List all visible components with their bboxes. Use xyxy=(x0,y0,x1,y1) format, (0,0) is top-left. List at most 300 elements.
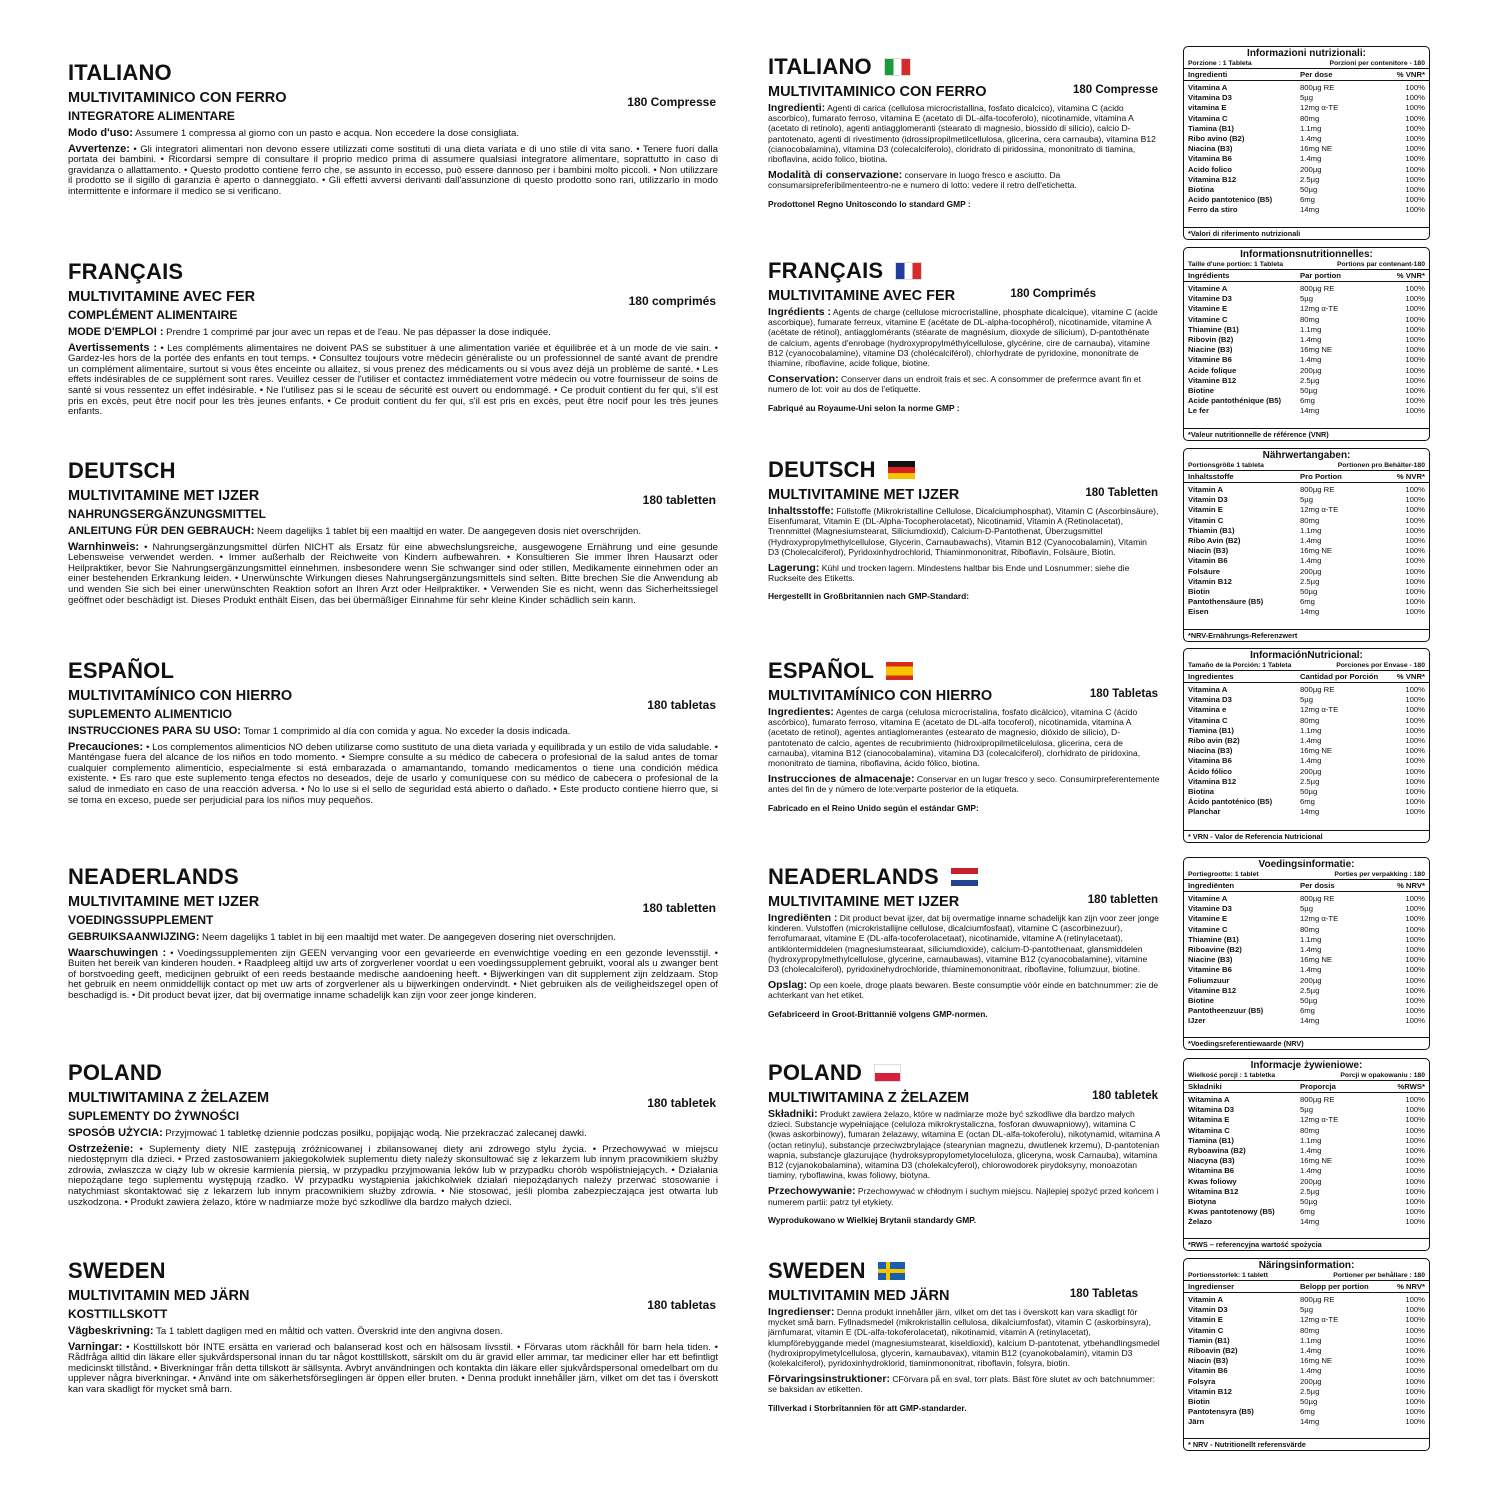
nutrient-percent: 100% xyxy=(1405,746,1425,756)
nutrient-percent: 100% xyxy=(1405,807,1425,817)
header-dose: Pro Portion xyxy=(1300,472,1342,481)
nutrient-amount: 5µg xyxy=(1300,695,1313,705)
quantity-label: 180 Tabletas xyxy=(1089,688,1158,700)
nutrient-amount: 12mg α-TE xyxy=(1300,103,1339,113)
table-row xyxy=(1184,567,1429,577)
nutrient-amount: 800µg RE xyxy=(1300,685,1335,694)
serving-info xyxy=(1184,462,1429,471)
nutrient-name: Vitamina C xyxy=(1188,715,1228,725)
nutrient-name: Żelazo xyxy=(1188,1217,1212,1227)
nutrient-amount: 200µg xyxy=(1300,1376,1322,1386)
table-row xyxy=(1184,914,1429,924)
header-ingredient: Składniki xyxy=(1188,1082,1222,1091)
storage-text: Modalità di conservazione: conservare in luogo fresco e asciutto. Da consumarsipreferibilmenteentro-ne e numero di lotto: vedere il retro dell'etichetta. xyxy=(768,169,1077,191)
header-percent: %RWS* xyxy=(1397,1082,1425,1091)
header-dose: Belopp per portion xyxy=(1300,1282,1369,1291)
nutrient-amount: 14mg xyxy=(1300,205,1320,215)
nutrition-table-sweden xyxy=(1183,1258,1430,1451)
nutrient-amount: 14mg xyxy=(1300,1417,1320,1427)
nutrient-percent: 100% xyxy=(1405,1207,1425,1217)
product-type: SUPLEMENTO ALIMENTICIO xyxy=(68,707,233,721)
gmp-statement: Gefabriceerd in Groot-Brittannië volgens GMP-normen. xyxy=(768,1008,988,1019)
nutrient-name: Vitamin B12 xyxy=(1188,576,1232,586)
quantity-label: 180 tabletten xyxy=(642,493,716,507)
nutrient-name: Witamina E xyxy=(1188,1115,1230,1125)
nutrient-percent: 100% xyxy=(1405,1397,1425,1407)
nutrient-amount: 1.4mg xyxy=(1300,154,1322,164)
lang-heading: ITALIANO xyxy=(768,54,872,79)
table-row xyxy=(1184,546,1429,556)
table-row xyxy=(1184,1093,1429,1105)
nutrient-amount: 1.1mg xyxy=(1300,525,1322,535)
nutrient-name: Niacyna (B3) xyxy=(1188,1156,1235,1166)
nutrient-amount: 50µg xyxy=(1300,1197,1318,1207)
header-ingredient: Inhaltsstoffe xyxy=(1188,472,1234,481)
nutrient-percent: 100% xyxy=(1405,195,1425,205)
nutrient-name: Vitamine B12 xyxy=(1188,375,1237,385)
nutrient-percent: 100% xyxy=(1405,934,1425,944)
table-footnote: *Valeur nutritionnelle de référence (VNR) xyxy=(1184,428,1429,440)
ingredients-text: Ingrédients : Agents de charge (cellulose microcristalline, phosphate dicalcique), vitamine C (acide ascorbique), fumarate ferreux, vitamine E (acétate de DL-alpha-tocophérol), nicotinamide, vitamine A (acétate de rétinol), antiagglomérants (stéarate de magnésium, dioxyde de silicium), D-pantothénate de calcium, agents d'enrobage (hydroxypropylméthylcellulose, glycérine, cire de carnauba), vitamine B12 (cyanocobalamine), vitamine D3 (cholécalciférol), chlorhydrate de pyridoxine, mononitrate de thiamine, riboflavine, acide folique, biotine. xyxy=(768,306,1158,369)
netherlands-flag-icon xyxy=(951,868,978,886)
sweden-ingredients xyxy=(768,1258,1160,1443)
ingredients-text: Ingredientes: Agentes de carga (celulosa microcristalina, fosfato dicálcico), vitamina C (ácido ascórbico), fumarato ferroso, vitamina E (acetato de DL-alfa tocoferol), nicotinamida, vitamina A (acetato de retinol), agentes antiaglomerantes (estearato de magnesio, dióxido de silicio), D-pantotenato de calcio, agentes de recubrimiento (hidroxipropilmetilcelulosa, glicerina, cera de carnauba), vitamina B12 (cianocobalamina), vitamina D3 (colecalciferol), clorhidrato de piridoxina, mononitrato de tiamina, riboflavina, ácido fólico, biotina. xyxy=(768,706,1141,769)
nutrient-name: Vitamine A xyxy=(1188,894,1228,903)
table-row xyxy=(1184,526,1429,536)
nutrient-amount: 2.5µg xyxy=(1300,174,1320,184)
nutrient-name: IJzer xyxy=(1188,1016,1206,1026)
storage-text: Lagerung: Kühl und trocken lagern. Mindestens haltbar bis Ende und Losnummer: siehe die Ruckseite des Etiketts. xyxy=(768,562,1130,584)
nutrient-name: Ácido fólico xyxy=(1188,766,1232,776)
table-row xyxy=(1184,81,1429,93)
product-name: MULTIVITAMIN MED JÄRN xyxy=(768,1288,950,1304)
table-header xyxy=(1184,1081,1429,1093)
nutrient-name: Vitamine B12 xyxy=(1188,985,1237,995)
sweden-section xyxy=(68,1258,718,1418)
nutrient-amount: 16mg NE xyxy=(1300,144,1333,154)
servings-per-container: Portions par contenant-180 xyxy=(1337,261,1425,268)
table-row xyxy=(1184,1417,1429,1427)
nutrient-percent: 100% xyxy=(1405,1105,1425,1115)
usage-label: SPOSÓB UŻYCIA: xyxy=(68,1127,163,1139)
table-row xyxy=(1184,1346,1429,1356)
nutrient-percent: 100% xyxy=(1405,965,1425,975)
nutrient-name: Ribo Avin (B2) xyxy=(1188,536,1241,546)
usage-text: Modo d'uso: Assumere 1 compressa al giorno con un pasto e acqua. Non eccedere la dose consigliata. xyxy=(68,127,520,139)
nutrient-name: Vitamina C xyxy=(1188,113,1228,123)
nutrient-name: Witamina B12 xyxy=(1188,1186,1239,1196)
nutrition-title: Voedingsinformatie: xyxy=(1258,859,1355,870)
nutrient-name: Thiamin (B1) xyxy=(1188,525,1235,535)
table-row xyxy=(1184,93,1429,103)
nutrient-amount: 800µg RE xyxy=(1300,485,1335,494)
table-row xyxy=(1184,1197,1429,1207)
servings-per-container: Portioner per behållare : 180 xyxy=(1333,1272,1425,1279)
nutrient-name: Vitamine D3 xyxy=(1188,294,1232,304)
nutrient-amount: 5µg xyxy=(1300,294,1313,304)
table-row xyxy=(1184,556,1429,566)
nutrient-percent: 100% xyxy=(1405,284,1425,293)
warnings-label: Avvertenze: xyxy=(68,142,130,155)
product-name: MULTIVITAMINE MET IJZER xyxy=(68,488,260,504)
nutrition-title: Nährwertangaben: xyxy=(1262,450,1351,461)
nutrient-name: Pantothensäure (B5) xyxy=(1188,597,1264,607)
nutrient-name: Vitamin A xyxy=(1188,485,1224,494)
poland-section xyxy=(68,1060,718,1245)
warnings-label: Avertissements : xyxy=(68,341,157,354)
nutrient-amount: 1.1mg xyxy=(1300,1135,1322,1145)
nutrient-percent: 100% xyxy=(1405,294,1425,304)
warnings-text: Varningar: • Kosttillskott bör INTE ersätta en varierad och balanserad kost och en hälsosam livsstil. • Förvaras utom räckhåll för barn hela tiden. • Rådfråga alltid din läkare eller sjukvårdspersonal innan du tar något kosttillskott, särskilt om du är gravid eller ammar, tar mediciner eller har ett befintligt medicinskt tillstånd. • Biverkningar från detta tillskott är sällsynta. Avbryt användningen och kontakta din läkare eller sjukvårdspersonal omedelbart om du upplever några biverkningar. • Använd inte om säkerhetsförseglingen är öppen eller bruten. • Denna produkt innehåller järn, vilket om det tas i överskott kan vara skadligt för mycket små barn. xyxy=(68,1340,718,1395)
usage-text: ANLEITUNG FÜR DEN GEBRAUCH: Neem dagelijks 1 tablet bij een maaltijd en water. De aangegeven dosis niet overschrijden. xyxy=(68,525,642,537)
nutrient-percent: 100% xyxy=(1405,396,1425,406)
nutrient-percent: 100% xyxy=(1405,525,1425,535)
nutrient-amount: 5µg xyxy=(1300,904,1313,914)
usage-text: SPOSÓB UŻYCIA: Przyjmować 1 tabletkę dziennie podczas posiłku, popijając wodą. Nie przekraczać zalecanej dawki. xyxy=(68,1127,587,1139)
table-row xyxy=(1184,134,1429,144)
gmp-statement: Hergestellt in Großbritannien nach GMP-Standard: xyxy=(768,591,970,602)
warnings-label: Warnhinweis: xyxy=(68,540,140,553)
lang-heading: ITALIANO xyxy=(68,60,172,85)
product-name: MULTIVITAMINICO CON FERRO xyxy=(768,84,987,100)
table-row xyxy=(1184,124,1429,134)
gmp-statement: Prodottonel Regno Unitoscondo lo standard GMP : xyxy=(768,198,971,209)
nutrient-percent: 100% xyxy=(1405,1176,1425,1186)
storage-label: Förvaringsinstruktioner: xyxy=(768,1373,890,1386)
nutrient-percent: 100% xyxy=(1405,1295,1425,1304)
storage-label: Przechowywanie: xyxy=(768,1185,856,1198)
nutrient-name: Biotina xyxy=(1188,185,1215,195)
nutrient-amount: 1.4mg xyxy=(1300,1146,1322,1156)
header-percent: % VNR* xyxy=(1396,70,1425,79)
nutrient-amount: 6mg xyxy=(1300,396,1315,406)
table-row xyxy=(1184,607,1429,617)
header-percent: % VNR* xyxy=(1396,672,1425,681)
nutrient-percent: 100% xyxy=(1405,505,1425,515)
storage-text: Förvaringsinstruktioner: CFörvara på en sval, torr plats. Bäst före slutet av och batchnummer: se baksidan av etiketten. xyxy=(768,1373,1156,1395)
table-row xyxy=(1184,1293,1429,1305)
table-row xyxy=(1184,716,1429,726)
nutrient-amount: 1.4mg xyxy=(1300,556,1322,566)
table-row xyxy=(1184,1146,1429,1156)
table-row xyxy=(1184,315,1429,325)
nutrient-percent: 100% xyxy=(1405,93,1425,103)
nutrient-amount: 6mg xyxy=(1300,797,1315,807)
nutrient-percent: 100% xyxy=(1405,386,1425,396)
product-name: MULTIVITAMIN MED JÄRN xyxy=(68,1288,250,1304)
nutrient-name: Biotina xyxy=(1188,787,1215,797)
warnings-text: Waarschuwingen : • Voedingssupplementen zijn GEEN vervanging voor een gevarieerde en evenwichtige voeding en een gezonde levensstijl. • Buiten het bereik van kinderen houden. • Raadpleeg altijd uw arts of zorgverlener voordat u een voedingssupplement gebruikt, vooral als u zwanger bent of borstvoeding geeft, medicijnen gebruikt of een reeds bestaande medische aandoening heeft. • Bijwerkingen van dit supplement zijn zeldzaam. Stop het gebruik en neem onmiddellijk contact op met uw arts of zorgverlener als u bijwerkingen ondervindt. • Niet gebruiken als de veiligheidszegel open of beschadigd is. • Dit product bevat ijzer, dat bij overmatige inname schadelijk kan zijn voor zeer jonge kinderen. xyxy=(68,946,718,1001)
servings-per-container: Porties per verpakking : 180 xyxy=(1334,871,1425,878)
table-header xyxy=(1184,880,1429,892)
table-row xyxy=(1184,1126,1429,1136)
table-row xyxy=(1184,1397,1429,1407)
ingredients-text: Ingredienti: Agenti di carica (cellulosa microcristallina, fosfato dicalcico), vitamina C (acido ascorbico), fumarato ferroso, vitamina E (acetato di DL-alfa-tocoferolo), nicotinamide, vitamina A (acetato di retinolo), agenti antiagglomeranti (stearato di magnesio, biossido di silicio), calcio D-pantotenato, agenti di rivestimento (idrossipropilmetilcellulosa, glicerina, cera carnauba), vitamina B12 (cianocobalamina), vitamina D3 (colecalciferolo), cloridrato di piridossina, mononitrato di tiamina, riboflavina, acido folico, biotina. xyxy=(768,102,1156,165)
nutrient-name: Planchar xyxy=(1188,807,1221,817)
nutrient-amount: 1.1mg xyxy=(1300,1335,1322,1345)
nutrient-percent: 100% xyxy=(1405,164,1425,174)
table-row xyxy=(1184,516,1429,526)
gmp-statement: Fabricado en el Reino Unido según el estándar GMP: xyxy=(768,802,979,813)
storage-text: Przechowywanie: Przechowywać w chłodnym i suchym miejscu. Najlepiej spożyć przed końcem i numerem partii: patrz tył etykiety. xyxy=(768,1185,1159,1207)
table-row xyxy=(1184,175,1429,185)
table-row xyxy=(1184,1105,1429,1115)
italiano-section xyxy=(68,60,718,230)
nutrient-percent: 100% xyxy=(1405,185,1425,195)
nutrient-name: Ryboawina (B2) xyxy=(1188,1146,1246,1156)
header-percent: % NRV* xyxy=(1396,1282,1425,1291)
usage-text: Vägbeskrivning: Ta 1 tablett dagligen med en måltid och vatten. Överskrid inte den angivna dosen. xyxy=(68,1325,503,1337)
nutrient-percent: 100% xyxy=(1405,924,1425,934)
table-row xyxy=(1184,746,1429,756)
nutrient-name: Kwas pantotenowy (B5) xyxy=(1188,1207,1275,1217)
warnings-text: Warnhinweis: • Nahrungsergänzungsmittel dürfen NICHT als Ersatz für eine abwechslungsreiche, ausgewogene Ernährung und eine gesunde Lebensweise verwendet werden. • Immer außerhalb der Reichweite von Kindern aufbewahren. • Konsultieren Sie immer Ihren Hausarzt oder Heilpraktiker, bevor Sie Nahrungsergänzungsmittel einnehmen. insbesondere wenn Sie schwanger sind oder stillen, Medikamente einnehmen oder an einer bestehenden Erkrankung leiden. • Unerwünschte Wirkungen dieses Nahrungsergänzungsmittels sind selten. Bitte brechen Sie die Anwendung ab und wenden Sie sich bei einer unerwünschten Reaktion sofort an Ihren Arzt oder Heilpraktiker. • Verwenden Sie es nicht, wenn das Sicherheitssiegel geöffnet oder beschädigt ist. Dieses Produkt enthält Eisen, das bei übermäßiger Einnahme für sehr kleine Kinder schädlich sein kann. xyxy=(68,540,718,606)
table-row xyxy=(1184,1377,1429,1387)
table-row xyxy=(1184,195,1429,205)
storage-label: Lagerung: xyxy=(768,562,820,575)
nutrient-percent: 100% xyxy=(1405,375,1425,385)
nutrient-name: Vitamine E xyxy=(1188,914,1228,924)
nutrient-name: Kwas foliowy xyxy=(1188,1176,1237,1186)
nutrient-name: Niacine (B3) xyxy=(1188,955,1233,965)
table-row xyxy=(1184,1187,1429,1197)
nutrient-name: Pantotheenzuur (B5) xyxy=(1188,1006,1264,1016)
nutrient-name: Riboavine (B2) xyxy=(1188,945,1242,955)
table-row xyxy=(1184,597,1429,607)
nutrient-name: Vitamina B6 xyxy=(1188,154,1232,164)
nutrition-title: Informacje żywieniowe: xyxy=(1250,1060,1363,1071)
nutrient-name: Pantotensyra (B5) xyxy=(1188,1407,1254,1417)
table-row xyxy=(1184,787,1429,797)
table-row xyxy=(1184,955,1429,965)
table-footnote: *Voedingsreferentiewaarde (NRV) xyxy=(1184,1037,1429,1049)
nutrient-percent: 100% xyxy=(1405,576,1425,586)
table-row xyxy=(1184,587,1429,597)
nederlands-ingredients xyxy=(768,864,1160,1049)
table-header xyxy=(1184,1281,1429,1293)
nutrient-amount: 12mg α-TE xyxy=(1300,1315,1339,1325)
product-type: VOEDINGSSUPPLEMENT xyxy=(68,913,214,927)
table-footnote: * VRN - Valor de Referencia Nutricional xyxy=(1184,830,1429,842)
serving-size: Portiegrootte: 1 tablet xyxy=(1188,871,1259,878)
table-row xyxy=(1184,756,1429,766)
nutrient-percent: 100% xyxy=(1405,406,1425,416)
table-row xyxy=(1184,396,1429,406)
nutrient-name: Ribovin (B2) xyxy=(1188,335,1234,345)
nutrient-amount: 16mg NE xyxy=(1300,546,1333,556)
nutrient-name: Tiamina (B1) xyxy=(1188,1135,1234,1145)
nutrient-name: Thiamine (B1) xyxy=(1188,934,1239,944)
usage-label: INSTRUCCIONES PARA SU USO: xyxy=(68,725,241,737)
nutrient-percent: 100% xyxy=(1405,945,1425,955)
nutrient-amount: 5µg xyxy=(1300,1105,1313,1115)
warnings-label: Waarschuwingen : xyxy=(68,946,167,959)
storage-text: Conservation: Conserver dans un endroit frais et sec. A consommer de preferrnce avant fin et numero de lot: voir au dos de l'etiquette. xyxy=(768,373,1141,395)
nutrient-name: Tiamina (B1) xyxy=(1188,123,1234,133)
nutrient-amount: 2.5µg xyxy=(1300,375,1320,385)
nutrient-amount: 14mg xyxy=(1300,406,1320,416)
lang-heading: NEADERLANDS xyxy=(768,864,939,889)
nutrient-name: Vitamine C xyxy=(1188,314,1228,324)
usage-text: GEBRUIKSAANWIJZING: Neem dagelijks 1 tablet in bij een maaltijd met water. De aangegeven dosering niet overschrijden. xyxy=(68,931,616,943)
nutrient-amount: 200µg xyxy=(1300,975,1322,985)
italy-flag-icon xyxy=(884,58,911,76)
table-row xyxy=(1184,965,1429,975)
nutrient-amount: 12mg α-TE xyxy=(1300,914,1339,924)
nutrient-amount: 2.5µg xyxy=(1300,776,1320,786)
lang-heading: SWEDEN xyxy=(68,1258,166,1283)
spain-flag-icon xyxy=(886,662,913,680)
nutrient-percent: 100% xyxy=(1405,1016,1425,1026)
nutrient-name: Acide pantothénique (B5) xyxy=(1188,396,1282,406)
gmp-statement: Fabriqué au Royaume-Uni selon la norme GMP : xyxy=(768,402,960,413)
serving-info xyxy=(1184,662,1429,671)
nutrient-name: Folsäure xyxy=(1188,566,1221,576)
nutrient-amount: 80mg xyxy=(1300,515,1320,525)
product-name: MULTIWITAMINA Z ŻELAZEM xyxy=(68,1090,270,1106)
nutrient-percent: 100% xyxy=(1405,1386,1425,1396)
nutrient-amount: 14mg xyxy=(1300,607,1320,617)
poland-flag-icon xyxy=(874,1064,901,1082)
table-row xyxy=(1184,325,1429,335)
nutrient-percent: 100% xyxy=(1405,607,1425,617)
table-row xyxy=(1184,335,1429,345)
nutrient-percent: 100% xyxy=(1405,1315,1425,1325)
table-row xyxy=(1184,1156,1429,1166)
header-ingredient: Ingredienser xyxy=(1188,1282,1235,1291)
nutrient-percent: 100% xyxy=(1405,515,1425,525)
nutrient-amount: 80mg xyxy=(1300,113,1320,123)
nutrient-name: Witamina B6 xyxy=(1188,1166,1235,1176)
nederlands-section xyxy=(68,864,718,1044)
nutrient-amount: 14mg xyxy=(1300,1016,1320,1026)
table-row xyxy=(1184,366,1429,376)
table-row xyxy=(1184,165,1429,175)
table-row xyxy=(1184,705,1429,715)
lang-heading: POLAND xyxy=(68,1060,163,1085)
ingredients-text: Ingrediënten : Dit product bevat ijzer, dat bij overmatige inname schadelijk kan zijn voor zeer jonge kinderen. Vulstoffen (microkristallijne cellulose, dicalciumfosfaat), vitamine C (ascorbinezuur), ferrofumaraat, vitamine E (DL-alfa-tocoferolacetaat), nicotinamide, vitamine A (retinylacetaat), antiklontermiddelen (magnesiumstearaat, siliciumdioxide), calcium-D-pantothenaat, glansmiddelen (hydroxypropylmethylcellulose, glycerine, carnaubawas), vitamine B12 (cyanocobalamine), vitamine D3 (cholecalciferol), pyridoxinehydrochloride, thiaminemononitraat, riboflavine, foliumzuur, biotine. xyxy=(768,912,1159,975)
nutrient-amount: 1.4mg xyxy=(1300,1166,1322,1176)
nutrient-percent: 100% xyxy=(1405,985,1425,995)
product-name: MULTIWITAMINA Z ŻELAZEM xyxy=(768,1090,970,1106)
usage-label: Modo d'uso: xyxy=(68,127,133,139)
table-row xyxy=(1184,986,1429,996)
nutrient-amount: 5µg xyxy=(1300,495,1313,505)
nutrient-percent: 100% xyxy=(1405,365,1425,375)
nutrient-name: Riboavin (B2) xyxy=(1188,1346,1238,1356)
nutrient-name: Acido folico xyxy=(1188,164,1232,174)
nutrient-name: Vitamin C xyxy=(1188,1325,1224,1335)
nutrient-percent: 100% xyxy=(1405,1346,1425,1356)
usage-label: GEBRUIKSAANWIJZING: xyxy=(68,931,200,943)
nutrition-title: Informazioni nutrizionali: xyxy=(1247,48,1366,59)
table-row xyxy=(1184,1006,1429,1016)
nutrient-name: Vitamina D3 xyxy=(1188,93,1232,103)
nutrient-name: Niacin (B3) xyxy=(1188,1356,1229,1366)
table-row xyxy=(1184,1326,1429,1336)
nutrient-amount: 1.1mg xyxy=(1300,324,1322,334)
table-row xyxy=(1184,1407,1429,1417)
nutrient-amount: 50µg xyxy=(1300,996,1318,1006)
nutrition-title: Näringsinformation: xyxy=(1258,1260,1355,1271)
ingredients-label: Inhaltsstoffe: xyxy=(768,505,834,517)
nutrient-percent: 100% xyxy=(1405,556,1425,566)
nutrient-amount: 1.4mg xyxy=(1300,335,1322,345)
warnings-text: Ostrzeżenie: • Suplementy diety NIE zastępują zróżnicowanej i zbilansowanej diety ani zdrowego stylu życia. • Przechowywać w miejscu niedostępnym dla dzieci. • Przed zastosowaniem jakiegokolwiek suplementu diety należy skonsultować się z lekarzem lub innym pracownikiem służby zdrowia, zwłaszcza w ciąży lub w okresie karmienia piersią, w przypadku przyjmowania leków lub w przypadku chorób współistniejących. • Działania niepożądane tego suplementu występują rzadko. W przypadku wystąpienia jakichkolwiek działań niepożądanych należy przerwać stosowanie i natychmiast skontaktować się z lekarzem lub innym pracownikiem służby zdrowia. • Nie stosować, jeśli plomba zabezpieczająca jest otwarta lub uszkodzona. • Produkt zawiera żelazo, które w nadmiarze może być szkodliwe dla bardzo małych dzieci. xyxy=(68,1142,718,1208)
table-row xyxy=(1184,945,1429,955)
nutrient-percent: 100% xyxy=(1405,546,1425,556)
nutrient-percent: 100% xyxy=(1405,324,1425,334)
nutrient-percent: 100% xyxy=(1405,103,1425,113)
gmp-statement: Tillverkad i Storbritannien för att GMP-standarder. xyxy=(768,1402,967,1413)
nutrient-percent: 100% xyxy=(1405,736,1425,746)
nutrient-amount: 6mg xyxy=(1300,195,1315,205)
nutrient-name: Tiamin (B1) xyxy=(1188,1335,1230,1345)
nutrition-table-deutsch xyxy=(1183,448,1430,642)
nutrient-percent: 100% xyxy=(1405,1417,1425,1427)
header-ingredient: Ingredienti xyxy=(1188,70,1228,79)
nutrient-amount: 16mg NE xyxy=(1300,345,1333,355)
nutrient-percent: 100% xyxy=(1405,787,1425,797)
nutrient-percent: 100% xyxy=(1405,1335,1425,1345)
nutrient-name: Järn xyxy=(1188,1417,1205,1427)
storage-label: Opslag: xyxy=(768,979,808,992)
nutrient-percent: 100% xyxy=(1405,1356,1425,1366)
table-header xyxy=(1184,471,1429,483)
serving-info xyxy=(1184,1072,1429,1081)
nutrient-percent: 100% xyxy=(1405,1006,1425,1016)
header-dose: Proporcja xyxy=(1300,1082,1336,1091)
usage-label: MODE D'EMPLOI : xyxy=(68,326,164,338)
table-row xyxy=(1184,1356,1429,1366)
table-row xyxy=(1184,114,1429,124)
nutrient-amount: 2.5µg xyxy=(1300,1386,1320,1396)
product-name: MULTIVITAMÍNICO CON HIERRO xyxy=(68,688,293,704)
nutrient-name: Niacina (B3) xyxy=(1188,746,1233,756)
table-row xyxy=(1184,1177,1429,1187)
nutrient-name: Vitamina A xyxy=(1188,83,1228,92)
table-row xyxy=(1184,386,1429,396)
nutrient-amount: 50µg xyxy=(1300,587,1318,597)
nutrient-name: Niacin (B3) xyxy=(1188,546,1229,556)
nutrient-name: Vitamin D3 xyxy=(1188,1305,1228,1315)
quantity-label: 180 tabletek xyxy=(647,1096,716,1110)
nutrient-percent: 100% xyxy=(1405,314,1425,324)
nutrient-percent: 100% xyxy=(1405,797,1425,807)
serving-info xyxy=(1184,60,1429,69)
nutrient-name: Acido pantotenico (B5) xyxy=(1188,195,1273,205)
nutrient-name: Acide folique xyxy=(1188,365,1237,375)
table-row xyxy=(1184,577,1429,587)
usage-text: INSTRUCCIONES PARA SU USO: Tomar 1 comprimido al día con comida y agua. No exceder la dosis indicada. xyxy=(68,725,571,737)
table-row xyxy=(1184,505,1429,515)
table-row xyxy=(1184,345,1429,355)
nutrient-percent: 100% xyxy=(1405,1407,1425,1417)
quantity-label: 180 tabletek xyxy=(1092,1090,1158,1102)
nutrient-percent: 100% xyxy=(1405,766,1425,776)
ingredients-label: Ingredienti: xyxy=(768,102,826,114)
francais-section xyxy=(68,259,718,449)
nutrient-amount: 50µg xyxy=(1300,386,1318,396)
nutrient-name: Niacine (B3) xyxy=(1188,345,1233,355)
warnings-label: Varningar: xyxy=(68,1340,123,1353)
nutrient-percent: 100% xyxy=(1405,695,1425,705)
nutrient-amount: 80mg xyxy=(1300,715,1320,725)
table-row xyxy=(1184,536,1429,546)
nutrient-name: Folsyra xyxy=(1188,1376,1216,1386)
header-ingredient: Ingrédients xyxy=(1188,271,1230,280)
table-footnote: * NRV - Nutritionellt referensvärde xyxy=(1184,1438,1429,1450)
